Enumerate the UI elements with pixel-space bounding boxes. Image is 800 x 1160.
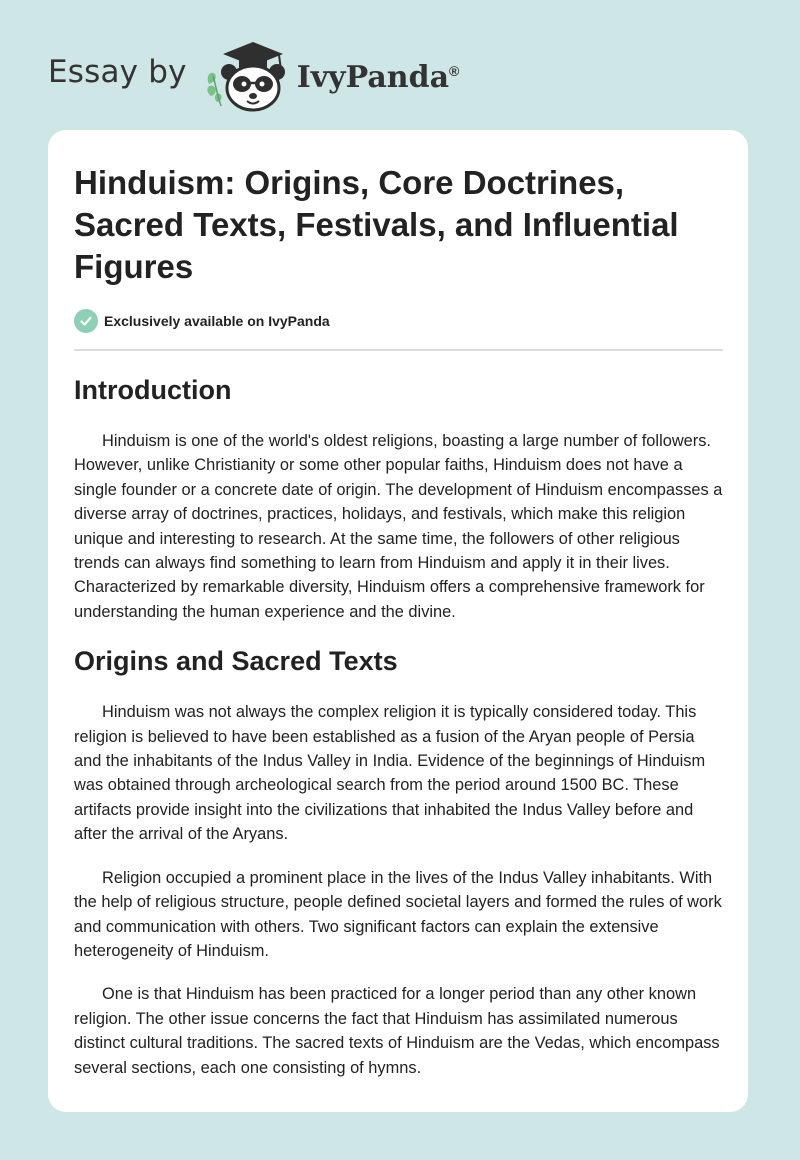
paragraph: One is that Hinduism has been practiced for a longer period than any other known religion. The other issue concerns the fact that Hinduism has assimilated numerous distinct cultural traditions. The sacred texts of Hinduism are the Vedas, which encompass several sections, each one consisting of hymns. bbox=[74, 985, 720, 1077]
registered-mark: ® bbox=[449, 62, 460, 79]
paragraph: Religion occupied a prominent place in the lives of the Indus Valley inhabitants. With the help of religious structure, people defined societal layers and formed the rules of work and communication with others. Two significant factors can explain the extensive heterogeneity of Hinduism. bbox=[74, 868, 722, 960]
section-introduction bbox=[74, 373, 723, 624]
panda-logo-icon bbox=[203, 36, 293, 112]
section-origins-and-sacred-texts bbox=[74, 644, 723, 1080]
exclusive-badge-label: Exclusively available on IvyPanda bbox=[104, 313, 330, 329]
paragraph: Hinduism was not always the complex religion it is typically considered today. This religion is believed to have been established as a fusion of the Aryan people of Persia and the inhabitants of the Indus Valley in India. Evidence of the beginnings of Hinduism was obtained through archeological search from the period around 1500 BC. These artifacts provide insight into the civilizations that inhabited the Indus Valley before and after the arrival of the Aryans. bbox=[74, 703, 706, 844]
checkmark-icon bbox=[74, 309, 98, 333]
article-card bbox=[48, 130, 748, 1112]
article-title: Hinduism: Origins, Core Doctrines, Sacred Texts, Festivals, and Influential Figures bbox=[74, 164, 679, 285]
brand-prefix: Essay by bbox=[48, 54, 187, 90]
brand-name: IvyPanda® bbox=[296, 59, 460, 95]
section-heading: Introduction bbox=[74, 375, 232, 405]
exclusive-badge bbox=[74, 308, 723, 334]
brand-header bbox=[48, 36, 459, 112]
paragraph: Hinduism is one of the world's oldest religions, boasting a large number of followers. However, unlike Christianity or some other popular faiths, Hinduism does not have a single founder or a concrete date of origin. The development of Hinduism encompasses a diverse array of doctrines, practices, holidays, and festivals, which make this religion unique and interesting to research. At the same time, the followers of other religious trends can always find something to learn from Hinduism and apply it in their lives. Characterized by remarkable diversity, Hinduism offers a comprehensive framework for understanding the human experience and the divine. bbox=[74, 432, 723, 621]
title-divider bbox=[74, 349, 723, 351]
section-heading: Origins and Sacred Texts bbox=[74, 646, 398, 677]
